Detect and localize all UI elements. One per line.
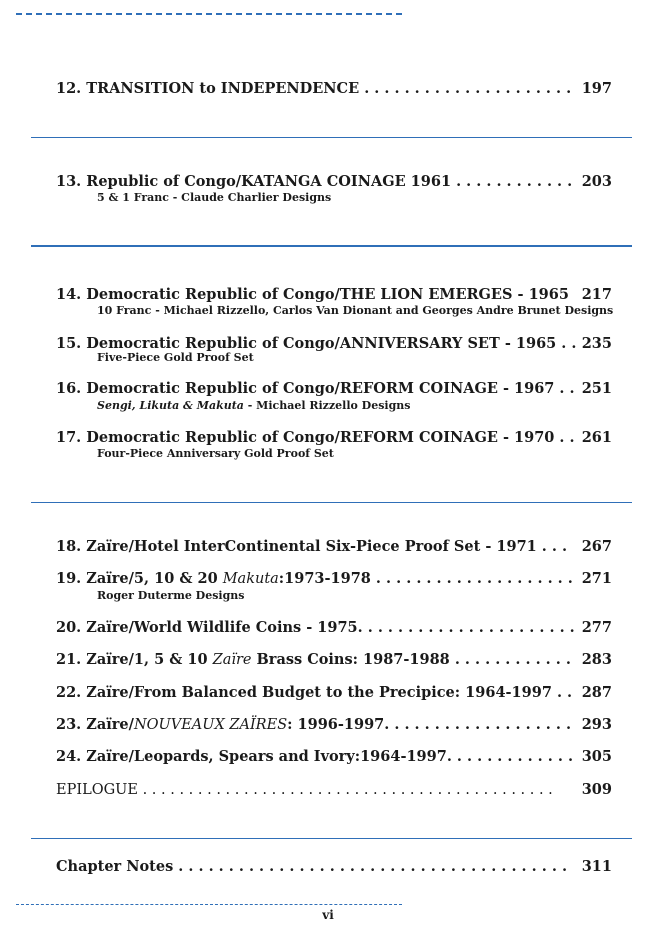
title-part: : 1996-1997. . . . . . . . . . . . . . . . . . . [287, 716, 572, 733]
section-divider [31, 502, 632, 503]
toc-entry-title: 17. Democratic Republic of Congo/REFORM COINAGE - 1970 . . [56, 429, 575, 446]
toc-entry-title [56, 716, 571, 734]
toc-entry-page: 311 [581, 858, 612, 875]
toc-entry-title: 13. Republic of Congo/KATANGA COINAGE 1961 . . . . . . . . . . . . [56, 173, 573, 190]
title-italic: Makuta [222, 571, 279, 587]
toc-entry-page: 287 [581, 684, 612, 701]
bottom-dotted-rule [16, 904, 402, 905]
toc-entry-page: 293 [581, 716, 612, 733]
subtitle-italic: Sengi, Likuta & Makuta [97, 399, 244, 412]
toc-entry-page: 309 [581, 781, 612, 798]
title-italic: NOUVEAUX ZAÏRES [133, 717, 288, 733]
toc-entry-13[interactable] [56, 173, 612, 191]
section-divider [31, 137, 632, 138]
toc-entry-title: 22. Zaïre/From Balanced Budget to the Precipice: 1964-1997 . . [56, 684, 573, 701]
toc-entry-subtitle: Five-Piece Gold Proof Set [97, 351, 254, 364]
toc-entry-title: 16. Democratic Republic of Congo/REFORM COINAGE - 1967 . . [56, 380, 575, 397]
toc-entry-page: 283 [581, 651, 612, 668]
title-part: Brass Coins: 1987-1988 . . . . . . . . . . . . [251, 651, 571, 668]
toc-entry-14[interactable] [56, 286, 612, 304]
toc-entry-21[interactable] [56, 651, 612, 669]
toc-entry-title [56, 570, 573, 588]
toc-entry-subtitle: Four-Piece Anniversary Gold Proof Set [97, 447, 334, 460]
toc-entry-epilogue[interactable] [56, 781, 612, 799]
toc-entry-page: 271 [581, 570, 612, 587]
page-number: vi [322, 908, 334, 922]
title-part: :1973-1978 . . . . . . . . . . . . . . . . . . . . [278, 570, 573, 587]
title-part: 19. Zaïre/5, 10 & 20 [56, 570, 223, 587]
toc-entry-19[interactable] [56, 570, 612, 588]
toc-entry-title: EPILOGUE . . . . . . . . . . . . . . . . . . . . . . . . . . . . . . . . . . . . . . . . . . . . . [56, 782, 553, 798]
toc-entry-subtitle [97, 399, 410, 413]
toc-entry-page: 217 [581, 286, 612, 303]
subtitle-rest: - Michael Rizzello Designs [243, 399, 411, 412]
toc-entry-16[interactable] [56, 380, 612, 398]
toc-entry-subtitle: 5 & 1 Franc - Claude Charlier Designs [97, 191, 332, 204]
toc-entry-23[interactable] [56, 716, 612, 734]
toc-entry-page: 235 [581, 335, 612, 352]
toc-entry-page: 251 [581, 380, 612, 397]
toc-entry-page: 203 [581, 173, 612, 190]
section-divider [31, 838, 632, 839]
title-part: 23. Zaïre/ [56, 716, 134, 733]
toc-entry-title: 15. Democratic Republic of Congo/ANNIVERSARY SET - 1965 . . [56, 335, 577, 352]
toc-entry-page: 277 [581, 619, 612, 636]
toc-entry-title: 14. Democratic Republic of Congo/THE LION EMERGES - 1965 [56, 286, 569, 303]
toc-entry-page: 261 [581, 429, 612, 446]
toc-entry-22[interactable] [56, 684, 612, 702]
title-italic: Zaïre [212, 652, 252, 668]
title-part: 21. Zaïre/1, 5 & 10 [56, 651, 213, 668]
toc-entry-title [56, 651, 571, 669]
toc-entry-title: 24. Zaïre/Leopards, Spears and Ivory:1964-1997. . . . . . . . . . . . . [56, 748, 574, 765]
toc-entry-chapter-notes[interactable] [56, 858, 612, 876]
toc-entry-20[interactable] [56, 619, 612, 637]
toc-entry-title: Chapter Notes . . . . . . . . . . . . . . . . . . . . . . . . . . . . . . . . . . . . . . . [56, 858, 567, 875]
toc-entry-24[interactable] [56, 748, 612, 766]
toc-entry-title: 20. Zaïre/World Wildlife Coins - 1975. . . . . . . . . . . . . . . . . . . . . . [56, 619, 575, 636]
section-divider [31, 245, 632, 247]
toc-entry-18[interactable] [56, 538, 612, 556]
toc-entry-title: 18. Zaïre/Hotel InterContinental Six-Piece Proof Set - 1971 . . . [56, 538, 568, 555]
toc-entry-page: 267 [581, 538, 612, 555]
toc-entry-12[interactable] [56, 80, 612, 98]
toc-entry-subtitle: Roger Duterme Designs [97, 589, 245, 602]
toc-entry-17[interactable] [56, 429, 612, 447]
toc-entry-subtitle: 10 Franc - Michael Rizzello, Carlos Van Dionant and Georges Andre Brunet Designs [97, 304, 614, 317]
top-dotted-rule [16, 13, 402, 15]
toc-entry-page: 197 [581, 80, 612, 97]
toc-entry-title: 12. TRANSITION to INDEPENDENCE . . . . . . . . . . . . . . . . . . . . . [56, 80, 572, 97]
toc-entry-page: 305 [581, 748, 612, 765]
